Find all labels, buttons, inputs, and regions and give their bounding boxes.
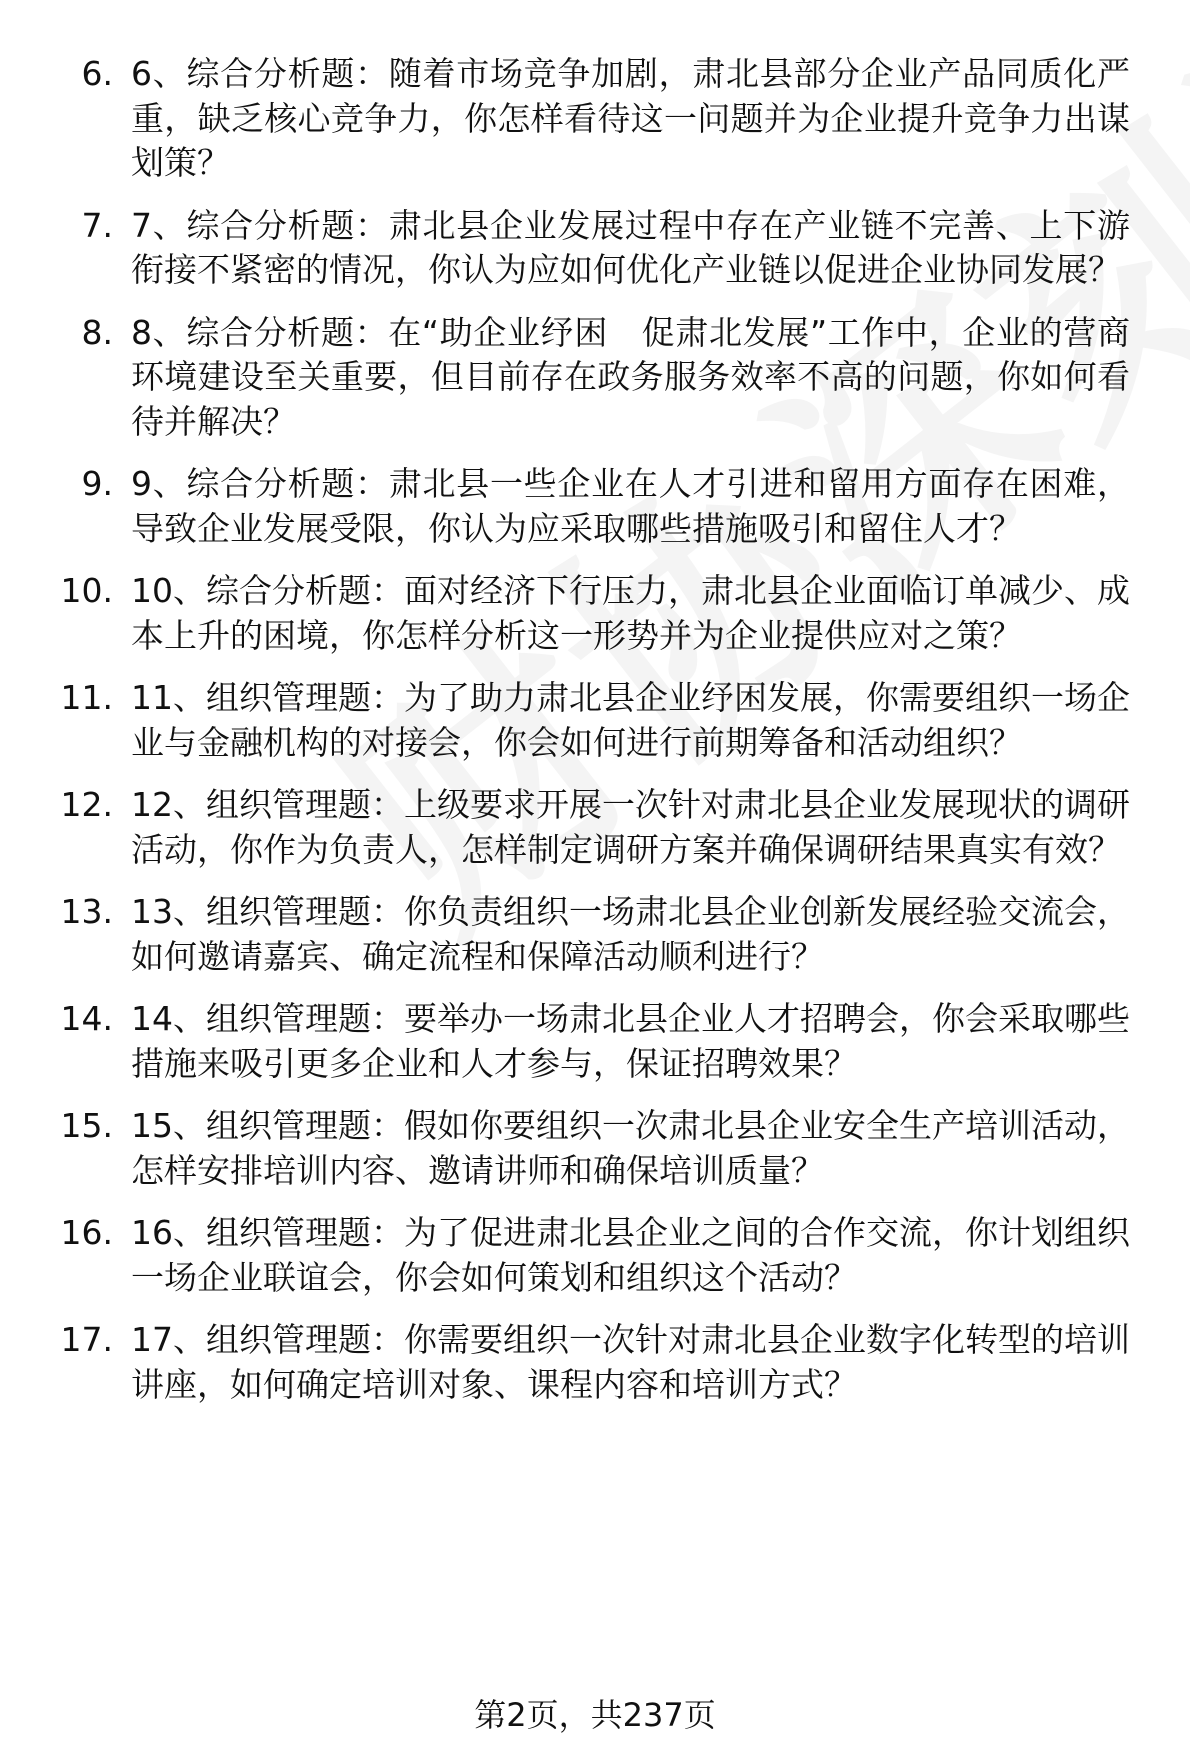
question-item <box>0 676 1190 765</box>
question-text: 8、综合分析题：在“助企业纾困 促肃北发展”工作中，企业的营商环境建设至关重要，但目前存在政务服务效率不高的问题，你如何看待并解决？ <box>131 312 1130 441</box>
question-item <box>0 204 1190 293</box>
question-text: 14、组织管理题：要举办一场肃北县企业人才招聘会，你会采取哪些措施来吸引更多企业和人才参与，保证招聘效果？ <box>131 999 1130 1083</box>
question-text: 10、综合分析题：面对经济下行压力，肃北县企业面临订单减少、成本上升的困境，你怎样分析这一形势并为企业提供应对之策？ <box>131 571 1130 655</box>
question-item <box>0 1211 1190 1300</box>
question-number: 7. <box>81 205 113 245</box>
question-item <box>0 1104 1190 1193</box>
question-number: 8. <box>81 312 113 352</box>
question-number: 6. <box>81 54 113 93</box>
question-number: 16. <box>60 1213 113 1252</box>
question-text: 13、组织管理题：你负责组织一场肃北县企业创新发展经验交流会，如何邀请嘉宾、确定流程和保障活动顺利进行？ <box>131 892 1130 976</box>
question-list <box>0 52 1190 1425</box>
question-number: 12. <box>60 785 113 824</box>
question-item <box>0 462 1190 551</box>
question-number: 11. <box>60 678 113 717</box>
question-item <box>0 569 1190 658</box>
page-footer: 第2页，共237页 <box>474 1696 716 1734</box>
question-text: 15、组织管理题：假如你要组织一次肃北县企业安全生产培训活动，怎样安排培训内容、邀请讲师和确保培训质量？ <box>131 1106 1130 1190</box>
question-number: 15. <box>60 1106 113 1145</box>
question-item <box>0 997 1190 1086</box>
question-number: 9. <box>81 464 113 503</box>
question-text: 12、组织管理题：上级要求开展一次针对肃北县企业发展现状的调研活动，你作为负责人，怎样制定调研方案并确保调研结果真实有效？ <box>131 785 1130 869</box>
question-text: 16、组织管理题：为了促进肃北县企业之间的合作交流，你计划组织一场企业联谊会，你会如何策划和组织这个活动？ <box>131 1213 1130 1297</box>
question-number: 13. <box>60 892 113 931</box>
question-number: 10. <box>60 571 113 610</box>
question-text: 6、综合分析题：随着市场竞争加剧，肃北县部分企业产品同质化严重，缺乏核心竞争力，你怎样看待这一问题并为企业提升竞争力出谋划策？ <box>131 54 1130 182</box>
question-number: 17. <box>60 1320 113 1359</box>
question-text: 17、组织管理题：你需要组织一次针对肃北县企业数字化转型的培训讲座，如何确定培训对象、课程内容和培训方式？ <box>131 1320 1130 1404</box>
question-item <box>0 1318 1190 1407</box>
question-text: 7、综合分析题：肃北县企业发展过程中存在产业链不完善、上下游衔接不紧密的情况，你认为应如何优化产业链以促进企业协同发展？ <box>131 205 1130 289</box>
question-item <box>0 890 1190 979</box>
question-item <box>0 311 1190 445</box>
question-text: 9、综合分析题：肃北县一些企业在人才引进和留用方面存在困难，导致企业发展受限，你认为应采取哪些措施吸引和留住人才？ <box>131 464 1130 548</box>
question-item <box>0 52 1190 186</box>
question-number: 14. <box>60 999 113 1038</box>
question-text: 11、组织管理题：为了助力肃北县企业纾困发展，你需要组织一场企业与金融机构的对接会，你会如何进行前期筹备和活动组织？ <box>131 678 1130 762</box>
question-item <box>0 783 1190 872</box>
